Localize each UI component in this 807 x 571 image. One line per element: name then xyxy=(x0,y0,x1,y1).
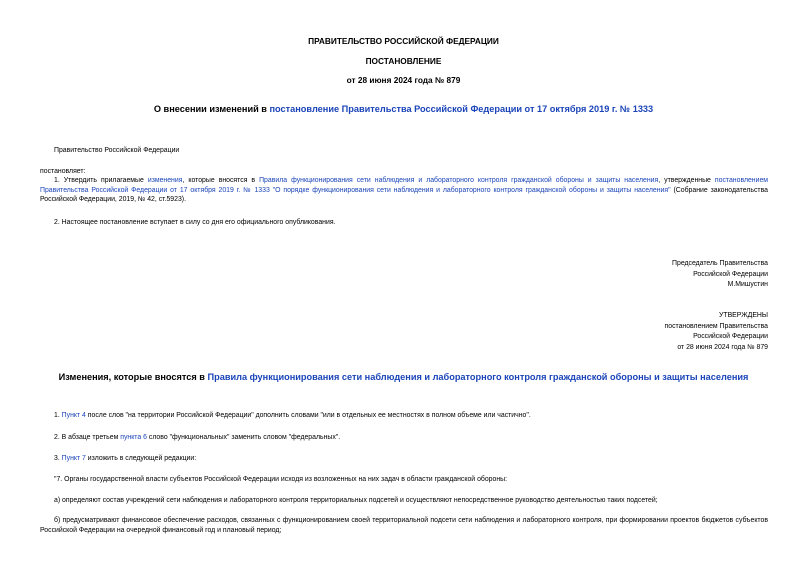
decrees-text: постановляет: xyxy=(40,168,86,175)
issuer-text: Правительство Российской Федерации xyxy=(54,147,180,154)
changes-link[interactable]: изменения xyxy=(147,177,183,184)
p1-text-d: (Собрание xyxy=(670,186,708,194)
change-item-1 xyxy=(54,411,531,420)
change-1-text: после слов "на территории Российской Федерации" дополнить словами "или в отдельных ее местностях в полном объеме или частично". xyxy=(85,412,531,419)
document-date-number: от 28 июня 2024 года № 879 xyxy=(346,75,461,85)
signature-block xyxy=(672,259,768,291)
change-item-2 xyxy=(54,433,340,442)
paragraph-1 xyxy=(40,176,768,205)
changes-title-prefix: Изменения, которые вносятся в xyxy=(58,372,208,382)
change-2-text: слово "функциональных" заменить словом "федеральных". xyxy=(146,434,341,441)
approved-label: УТВЕРЖДЕНЫ xyxy=(719,312,768,319)
signature-organization: Российской Федерации xyxy=(693,270,768,278)
p1-text-a: 1. Утвердить прилагаемые xyxy=(54,177,148,184)
document-type-heading: ПОСТАНОВЛЕНИЕ xyxy=(365,56,442,66)
subpoint-b-line2: субъектов Российской Федерации на очередной финансовый год и плановый период; xyxy=(40,517,768,534)
approval-stamp xyxy=(665,311,769,353)
change-1-number: 1. xyxy=(54,412,62,419)
changes-title-rules-link[interactable]: Правила функционирования сети наблюдения и лабораторного контроля гражданской обороны и защиты населения xyxy=(207,372,749,382)
p1-text-e: законодательства Российской Федерации, 2019, № 42, ст.5923). xyxy=(40,186,768,204)
quoted-subpoint-a: а) определяют состав учреждений сети наблюдения и лабораторного контроля территориальных подсетей и осуществляют непосредственное руководство деятельностью таких подсетей; xyxy=(54,497,658,504)
approved-by: постановлением Правительства xyxy=(664,322,768,330)
p1-text-b: , которые вносятся в xyxy=(182,177,260,184)
quoted-point-7: "7. Органы государственной власти субъектов Российской Федерации исходя из возложенных на них задач в области гражданской обороны: xyxy=(54,476,508,483)
resolution-link-part2[interactable]: Правительства Российской Федерации от 17 октября 2019 г. № 1333 "О порядке функционирования сети наблюдения и лабораторного контроля гражданской обороны и защиты населения" xyxy=(40,186,671,194)
signature-name: М.Мишустин xyxy=(727,281,768,288)
change-2-prefix: 2. В абзаце третьем xyxy=(54,434,121,441)
point-7-link[interactable]: Пункт 7 xyxy=(61,455,86,462)
change-item-3 xyxy=(54,454,196,463)
quoted-subpoint-b xyxy=(40,516,768,535)
title-amended-resolution-link[interactable]: постановление Правительства Российской Федерации от 17 октября 2019 г. № 1333 xyxy=(269,104,654,114)
change-3-text: изложить в следующей редакции: xyxy=(85,455,197,462)
document-title-prefix: О внесении изменений в xyxy=(153,104,270,114)
approved-organization: Российской Федерации xyxy=(693,333,768,340)
paragraph-2: 2. Настоящее постановление вступает в силу со дня его официального опубликования. xyxy=(54,219,336,226)
resolution-link-part1[interactable]: постановлением xyxy=(714,177,769,184)
document-title xyxy=(0,104,807,114)
change-3-number: 3. xyxy=(54,455,62,462)
p1-text-c: , утвержденные xyxy=(658,177,715,184)
changes-title xyxy=(0,372,807,382)
rules-link[interactable]: Правила функционирования сети наблюдения и лабораторного контроля гражданской обороны и защиты населения xyxy=(259,177,659,184)
point-4-link[interactable]: Пункт 4 xyxy=(61,412,86,419)
approved-date: от 28 июня 2024 года № 879 xyxy=(677,343,768,351)
government-heading: ПРАВИТЕЛЬСТВО РОССИЙСКОЙ ФЕДЕРАЦИИ xyxy=(308,36,499,46)
point-6-link[interactable]: пункта 6 xyxy=(120,434,147,441)
subpoint-b-line1: б) предусматривают финансовое обеспечение расходов, связанных с функционированием своей территориальной подсети сети наблюдения и лабораторного контроля, при формировании проектов бюджетов xyxy=(54,517,734,524)
signature-position: Председатель Правительства xyxy=(672,260,768,267)
